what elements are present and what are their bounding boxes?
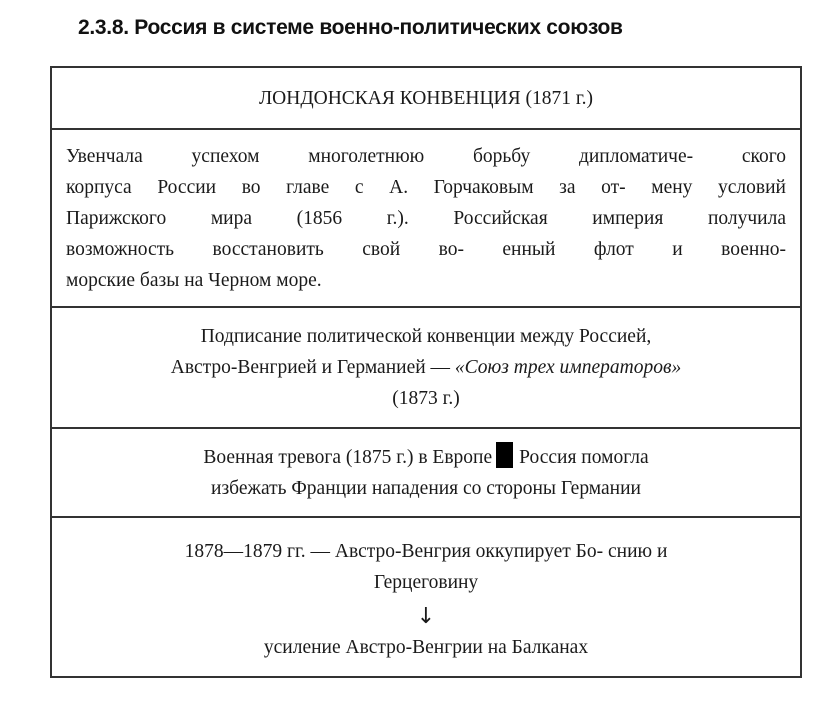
result-line: корпуса России во главе с А. Горчаковым за от- мену условий — [66, 176, 786, 198]
bosnia-occupation-row — [52, 516, 800, 676]
three-emperors-year: (1873 г.) — [392, 388, 460, 409]
war-alarm-text-end: Россия помогла — [519, 446, 649, 468]
three-emperors-union-name: «Союз трех императоров» — [454, 357, 682, 378]
convention-result-text — [66, 141, 786, 296]
london-convention-title: ЛОНДОНСКАЯ КОНВЕНЦИЯ (1871 г.) — [258, 87, 594, 109]
three-emperors-line-2 — [171, 352, 681, 383]
alliances-table — [50, 66, 802, 678]
result-line: Увенчала успехом многолетнюю борьбу дипломатиче- ского — [66, 145, 786, 167]
result-line: Парижского мира (1856 г.). Российская империя получила — [66, 207, 786, 229]
bosnia-consequence: усиление Австро-Венгрии на Балканах — [263, 637, 589, 658]
down-arrow-icon: ↓ — [416, 604, 436, 629]
war-alarm-line-2: избежать Франции нападения со стороны Германии — [211, 477, 641, 499]
three-emperors-line-2-text: Австро-Венгрией и Германией — — [170, 357, 455, 378]
war-alarm-line-1 — [203, 442, 648, 473]
result-line: возможность восстановить свой во- енный флот и военно- — [66, 238, 786, 260]
three-emperors-line-1: Подписание политической конвенции между Россией, — [200, 326, 652, 347]
black-block-mark — [496, 442, 513, 468]
london-convention-row — [52, 68, 800, 128]
result-line: морские базы на Черном море. — [66, 269, 322, 291]
section-heading: 2.3.8. Россия в системе военно-политических союзов — [78, 16, 623, 39]
convention-result-row — [52, 128, 800, 306]
bosnia-line-2: Герцеговину — [373, 572, 479, 593]
war-alarm-text-start: Военная тревога (1875 г.) в Европе — [203, 446, 493, 468]
bosnia-line-1: 1878—1879 гг. — Австро-Венгрия оккупирует Бо- снию и — [184, 541, 668, 562]
war-alarm-row — [52, 427, 800, 516]
three-emperors-row — [52, 306, 800, 427]
